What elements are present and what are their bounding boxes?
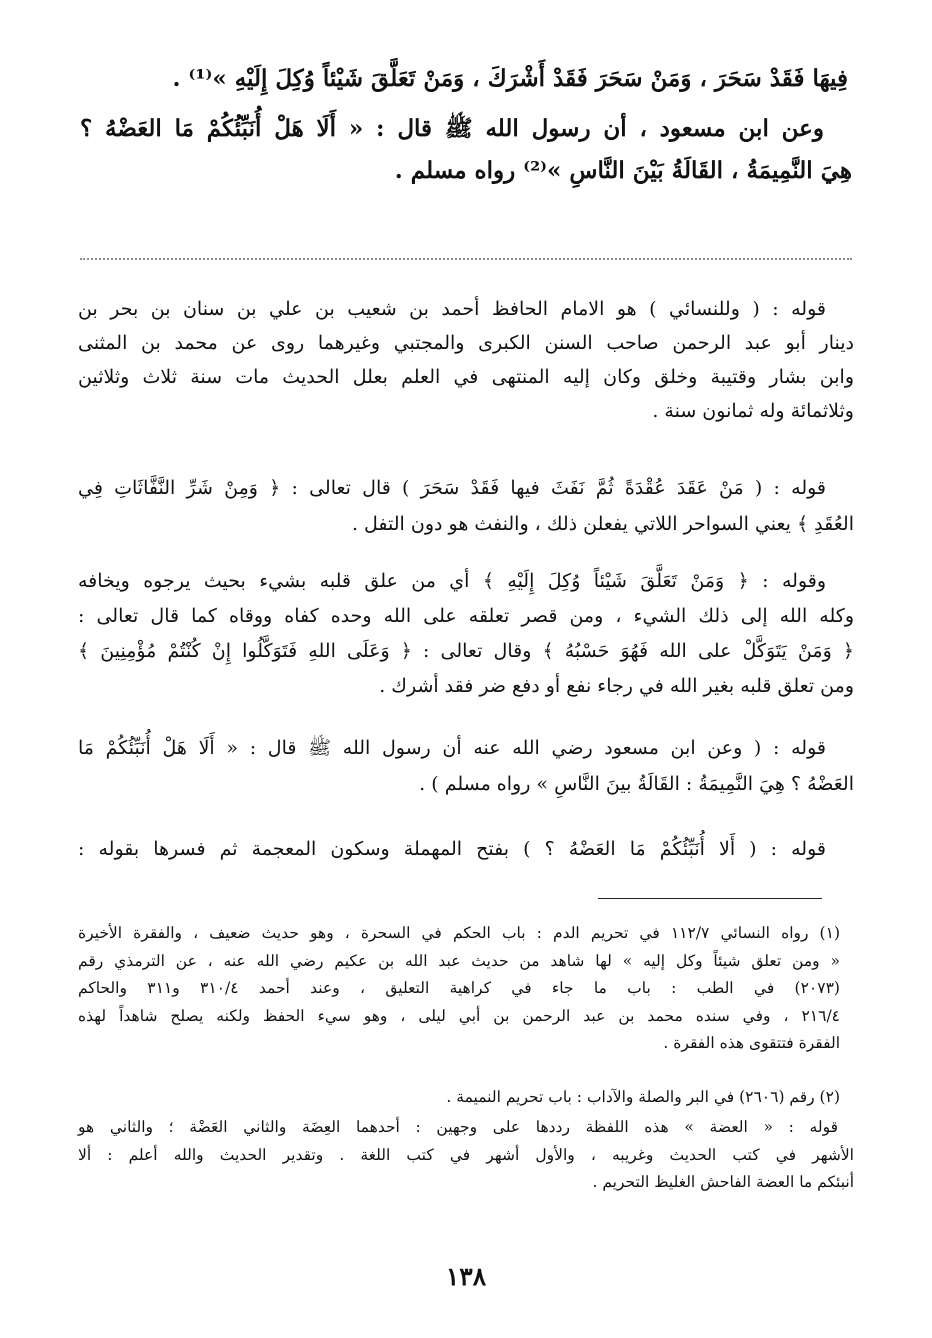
commentary-line: ومن تعلق قلبه بغير الله في رجاء نفع أو دفع ضر فقد أشرك . bbox=[379, 675, 854, 697]
hadith-line: هِيَ النَّمِيمَةُ ، القَالَةُ بَيْنَ النَّاسِ »⁽²⁾ رواه مسلم . bbox=[394, 157, 852, 184]
footnote-line: (٢) رقم (٢٦٠٦) في البر والصلة والآداب : باب تحريم النميمة . bbox=[446, 1088, 840, 1106]
footnote-line: « ومن تعلق شيئاً وكل إليه » لها شاهد من حديث عبد الله بن عكيم رضي الله عنه ، عن الترمذي رقم bbox=[78, 951, 840, 970]
commentary-paragraph bbox=[78, 730, 854, 802]
commentary-line: العَضْهُ ؟ هِيَ النَّمِيمَةُ : القَالَةُ بينَ النَّاسِ » رواه مسلم ) . bbox=[419, 773, 854, 795]
footnote-line: الأشهر في كتب الحديث وغريبه ، والأول أشهر في كتب اللغة . وتقدير الحديث والله أعلم : ألا bbox=[78, 1145, 854, 1164]
hadith-text-block bbox=[80, 56, 852, 194]
commentary-line: دينار أبو عبد الرحمن صاحب السنن الكبرى والمجتبي وغيرهما روى عن محمد بن المثنى bbox=[78, 332, 854, 354]
commentary-line: وثلاثمائة وله ثمانون سنة . bbox=[652, 400, 854, 422]
commentary-paragraph bbox=[78, 564, 854, 704]
commentary-line: وقوله : ﴿ وَمَنْ تَعَلَّقَ شَيْئاً وُكِلَ إِلَيْهِ ﴾ أي من علق قلبه بشيء بحيث يرجوه ويخافه bbox=[78, 570, 826, 592]
commentary-paragraph bbox=[78, 470, 854, 542]
commentary-line: قوله : ( وعن ابن مسعود رضي الله عنه أن رسول الله ﷺ قال : « أَلَا هَلْ أُنَبِّئُكُمْ مَا bbox=[78, 737, 826, 759]
footnote bbox=[78, 920, 840, 1058]
commentary-line: ﴿ وَمَنْ يَتَوَكَّلْ على الله فَهُوَ حَسْبُهُ ﴾ وقال تعالى : ﴿ وَعَلَى اللهِ فَتَوَكَّلُوا إِنْ كُنْتُمْ مُؤْمِنِينَ ﴾ bbox=[78, 640, 854, 662]
commentary-line: وابن بشار وقتيبة وخلق وكان إليه المنتهى في العلم بعلل الحديث مات سنة ثلاث وثلاثين bbox=[78, 366, 854, 388]
commentary-paragraph bbox=[78, 832, 854, 866]
commentary-line: قوله : ( وللنسائي ) هو الامام الحافظ أحمد بن شعيب بن علي بن سنان بن بحر بن bbox=[78, 298, 826, 320]
footnote-line: (١) رواه النسائي ١١٢/٧ في تحريم الدم : باب الحكم في السحرة ، وهو حديث ضعيف ، والفقرة الأخيرة bbox=[78, 924, 840, 942]
page-number: ١٣٨ bbox=[445, 1262, 487, 1291]
hadith-line: وعن ابن مسعود ، أن رسول الله ﷺ قال : « أَلَا هَلْ أُنَبِّئُكُمْ مَا العَضْهُ ؟ bbox=[80, 115, 824, 142]
footnote-line: (٢٠٧٣) في الطب : باب ما جاء في كراهية التعليق ، وعند أحمد ٣١٠/٤ و٣١١ والحاكم bbox=[78, 979, 840, 997]
hadith-line: فِيهَا فَقَدْ سَحَرَ ، وَمَنْ سَحَرَ فَقَدْ أَشْرَكَ ، وَمَنْ تَعَلَّقَ شَيْئاً وُكِلَ إِلَيْهِ »⁽¹⁾ . bbox=[172, 65, 848, 92]
section-divider bbox=[80, 258, 852, 260]
commentary-line: قوله : ( أَلا أُنَبِّئُكُمْ مَا العَضْهُ ؟ ) بفتح المهملة وسكون المعجمة ثم فسرها بقوله : bbox=[78, 838, 826, 860]
footnote-rule bbox=[598, 898, 822, 899]
footnote bbox=[78, 1084, 840, 1112]
footnote-commentary bbox=[78, 1114, 854, 1197]
commentary-paragraph bbox=[78, 292, 854, 428]
footnote-line: ٢١٦/٤ ، وفي سنده محمد بن عبد الرحمن بن أبي ليلى ، وهو سيء الحفظ ولكنه يصلح شاهداً لهذه bbox=[78, 1006, 840, 1025]
commentary-line: العُقَدِ ﴾ يعني السواحر اللاتي يفعلن ذلك ، والنفث هو دون التفل . bbox=[351, 513, 854, 535]
footnote-line: قوله : « العضة » هذه اللفظة رددها على وجهين : أحدهما العِضَة والثاني العَضْة ؛ والثاني هو bbox=[78, 1118, 838, 1136]
commentary-line: قوله : ( مَنْ عَقَدَ عُقْدَةً ثُمَّ نَفَثَ فيها فَقَدْ سَحَرَ ) قال تعالى : ﴿ وَمِنْ شَرِّ النَّفَّاثَاتِ فِي bbox=[78, 477, 826, 499]
commentary-line: وكله الله إلى ذلك الشيء ، ومن قصر تعلقه على الله وحده كفاه ووقاه كما قال تعالى : bbox=[78, 605, 854, 627]
footnote-line: أنبئكم ما العضة الفاحش الغليظ التحريم . bbox=[592, 1173, 854, 1191]
footnote-line: الفقرة فتتقوى هذه الفقرة . bbox=[663, 1034, 840, 1052]
